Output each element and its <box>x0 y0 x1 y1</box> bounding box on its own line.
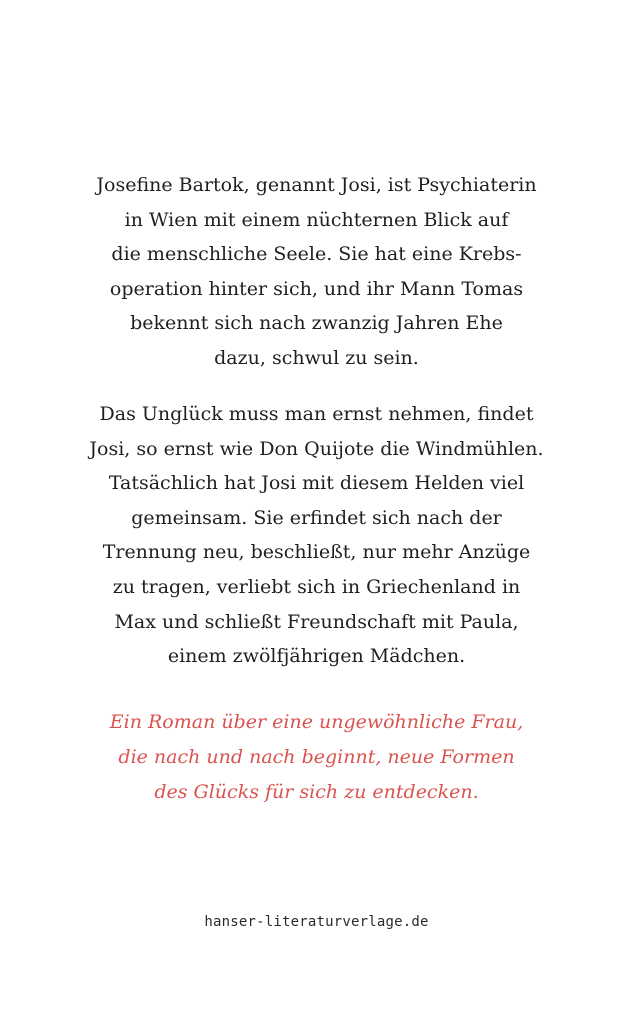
publisher-website: hanser-literaturverlage.de <box>204 914 429 930</box>
text-line: bekennt sich nach zwanzig Jahren Ehe <box>130 312 503 335</box>
text-line: in Wien mit einem nüchternen Blick auf <box>124 208 509 231</box>
tagline-line: die nach und nach beginnt, neue Formen <box>118 746 515 768</box>
text-line: Josefine Bartok, genannt Josi, ist Psychiaterin <box>96 174 537 196</box>
blurb-paragraph-1 <box>40 168 593 376</box>
text-line: gemeinsam. Sie erfindet sich nach der <box>131 506 502 529</box>
text-line: Trennung neu, beschließt, nur mehr Anzüge <box>102 541 531 564</box>
blurb-paragraph-2 <box>40 397 593 674</box>
text-line: dazu, schwul zu sein. <box>214 346 419 369</box>
text-line: die menschliche Seele. Sie hat eine Krebs- <box>111 243 522 266</box>
text-line: Tatsächlich hat Josi mit diesem Helden viel <box>108 472 525 495</box>
text-line: einem zwölfjährigen Mädchen. <box>167 645 466 668</box>
text-line: Das Unglück muss man ernst nehmen, findet <box>99 403 534 425</box>
text-line: Max und schließt Freundschaft mit Paula, <box>114 610 519 633</box>
text-line: operation hinter sich, und ihr Mann Tomas <box>109 277 524 300</box>
highlight-tagline <box>40 705 593 810</box>
tagline-line: Ein Roman über eine ungewöhnliche Frau, <box>109 711 524 733</box>
text-line: zu tragen, verliebt sich in Griechenland in <box>112 575 521 598</box>
text-line: Josi, so ernst wie Don Quijote die Windmühlen. <box>89 437 544 460</box>
tagline-line: des Glücks für sich zu entdecken. <box>154 781 479 803</box>
